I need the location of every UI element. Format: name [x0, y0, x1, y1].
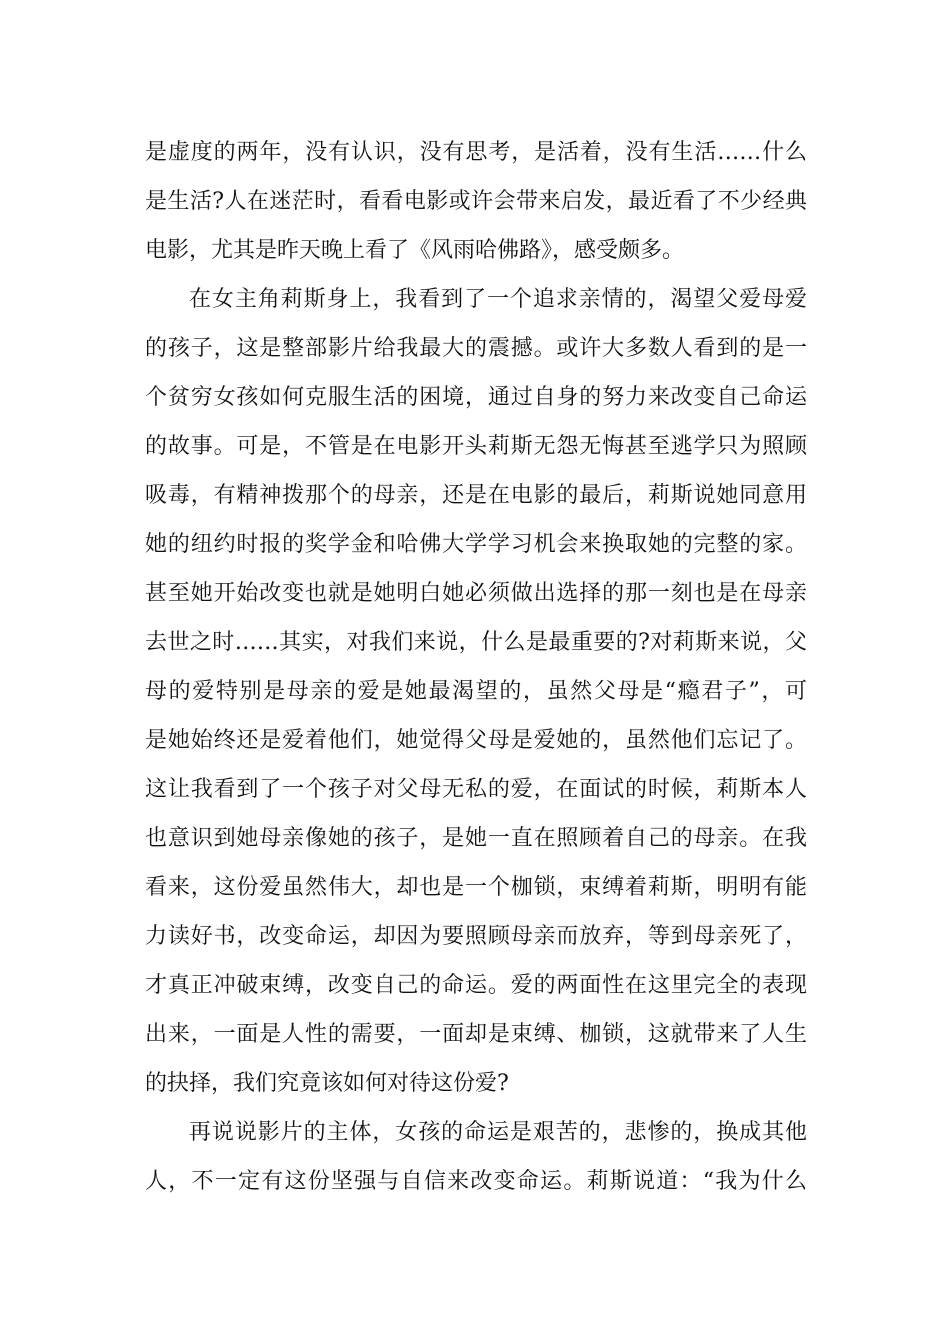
text-line: 吸毒，有精神拨那个的母亲，还是在电影的最后，莉斯说她同意用: [145, 483, 807, 508]
text-line: 才真正冲破束缚，改变自己的命运。爱的两面性在这里完全的表现: [145, 973, 807, 998]
body-text: [145, 128, 807, 1206]
text-line: 看来，这份爱虽然伟大，却也是一个枷锁，束缚着莉斯，明明有能: [145, 875, 807, 900]
text-line: 的故事。可是，不管是在电影开头莉斯无怨无悔甚至逃学只为照顾: [145, 434, 807, 459]
text-line: 她的纽约时报的奖学金和哈佛大学学习机会来换取她的完整的家。: [145, 532, 807, 557]
text-line: 人，不一定有这份坚强与自信来改变命运。莉斯说道：“我为什么: [145, 1169, 807, 1194]
text-line: 电影，尤其是昨天晚上看了《风雨哈佛路》，感受颇多。: [145, 238, 685, 263]
text-line: 的孩子，这是整部影片给我最大的震撼。或许大多数人看到的是一: [145, 336, 807, 361]
text-line: 在女主角莉斯身上，我看到了一个追求亲情的，渴望父爱母爱: [189, 287, 807, 312]
text-line: 出来，一面是人性的需要，一面却是束缚、枷锁，这就带来了人生: [145, 1022, 807, 1047]
text-line: 个贫穷女孩如何克服生活的困境，通过自身的努力来改变自己命运: [145, 385, 807, 410]
text-line: 甚至她开始改变也就是她明白她必须做出选择的那一刻也是在母亲: [145, 581, 807, 606]
text-line: 的抉择，我们究竟该如何对待这份爱?: [145, 1071, 509, 1096]
text-line: 母的爱特别是母亲的爱是她最渴望的，虽然父母是“瘾君子”，可: [145, 679, 807, 704]
text-line: 这让我看到了一个孩子对父母无私的爱，在面试的时候，莉斯本人: [145, 777, 807, 802]
text-line: 去世之时……其实，对我们来说，什么是最重要的?对莉斯来说，父: [145, 630, 807, 655]
text-line: 是生活?人在迷茫时，看看电影或许会带来启发，最近看了不少经典: [145, 189, 807, 214]
text-line: 也意识到她母亲像她的孩子，是她一直在照顾着自己的母亲。在我: [145, 826, 807, 851]
text-line: 是她始终还是爱着他们，她觉得父母是爱她的，虽然他们忘记了。: [145, 728, 807, 753]
text-line: 力读好书，改变命运，却因为要照顾母亲而放弃，等到母亲死了，: [145, 924, 807, 949]
text-line: 再说说影片的主体，女孩的命运是艰苦的，悲惨的，换成其他: [189, 1120, 807, 1145]
text-line: 是虚度的两年，没有认识，没有思考，是活着，没有生活……什么: [145, 140, 807, 165]
